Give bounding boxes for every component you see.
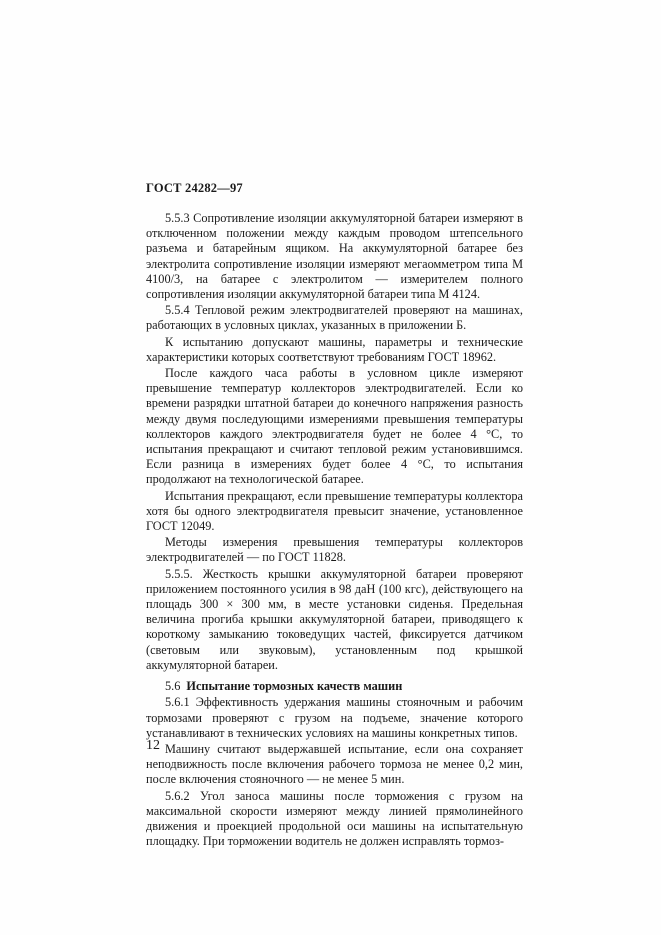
- page-number: 12: [146, 738, 160, 753]
- paragraph-methods: Методы измерения превышения температуры коллекторов электродвигателей — по ГОСТ 11828.: [146, 535, 523, 565]
- paragraph-hourly-measurement: После каждого часа работы в условном цикле измеряют превышение температур коллекторов электродвигателей. Если ко времени разрядки штатной батареи до конечного напряжения разность между двумя последующими измерениями превышения температуры коллекторов каждого электродвигателя будет не более 4 °С, то испытания прекращают и считают тепловой режим установившимся. Если разница в измерениях будет более 4 °С, то испытания продолжают на технологической батарее.: [146, 366, 523, 487]
- body-text: [146, 211, 523, 850]
- paragraph-admission: К испытанию допускают машины, параметры и технические характеристики которых соответствуют требованиям ГОСТ 18962.: [146, 334, 523, 364]
- section-heading-5-6: [146, 679, 523, 694]
- section-number: 5.6: [165, 679, 181, 694]
- paragraph-5-6-1: 5.6.1 Эффективность удержания машины стояночным и рабочим тормозами проверяют с грузом на подъеме, значение которого устанавливают в технических условиях на машины конкретных типов.: [146, 695, 523, 740]
- paragraph-5-5-5: 5.5.5. Жесткость крышки аккумуляторной батареи проверяют приложением постоянного усилия в 98 даН (100 кгс), действующего на площадь 300 × 300 мм, в месте установки сиденья. Предельная величина прогиба крышки аккумуляторной батареи, приводящего к короткому замыканию токоведущих частей, фиксируется датчиком (световым или звуковым), установленным под крышкой аккумуляторной батареи.: [146, 566, 523, 672]
- running-header: ГОСТ 24282—97: [146, 181, 243, 195]
- paragraph-5-5-4: 5.5.4 Тепловой режим электродвигателей проверяют на машинах, работающих в условных циклах, указанных в приложении Б.: [146, 303, 523, 333]
- paragraph-test-stop: Испытания прекращают, если превышение температуры коллектора хотя бы одного электродвигателя превысит значение, установленное ГОСТ 12049.: [146, 488, 523, 534]
- paragraph-test-passed: Машину считают выдержавшей испытание, если она сохраняет неподвижность после включения рабочего тормоза не менее 0,2 мин, после включения стояночного — не менее 5 мин.: [146, 741, 523, 787]
- paragraph-5-5-3: 5.5.3 Сопротивление изоляции аккумуляторной батареи измеряют в отключенном положении между каждым проводом штепсельного разъема и батарейным ящиком. На аккумуляторной батарее без электролита сопротивление изоляции измеряют мегаомметром типа М 4100/3, на батарее с электролитом — измерителем полного сопротивления изоляции аккумуляторной батареи типа М 4124.: [146, 211, 523, 302]
- section-title: Испытание тормозных качеств машин: [186, 679, 403, 694]
- paragraph-5-6-2: 5.6.2 Угол заноса машины после торможения с грузом на максимальной скорости измеряют между линией прямолинейного движения и проекцией продольной оси машины на испытательную площадку. При торможении водитель не должен исправлять тормоз-: [146, 788, 523, 849]
